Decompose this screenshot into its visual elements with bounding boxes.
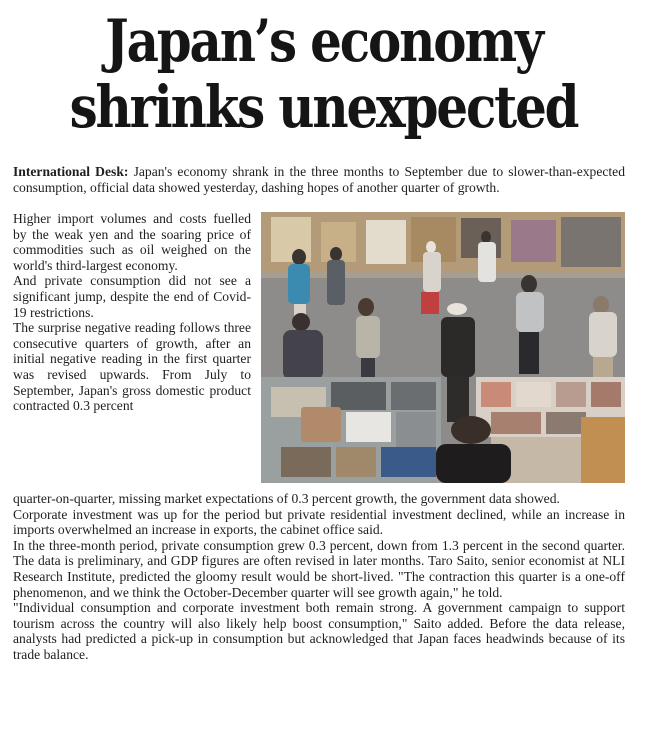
market-photo xyxy=(261,212,625,483)
photo-vendor-cap xyxy=(451,416,491,444)
paragraph-private-consumption: And private consumption did not see a significant jump, despite the end of Covid-19 restrictions. xyxy=(13,273,251,320)
headline xyxy=(45,8,601,140)
lead-paragraph xyxy=(13,164,625,195)
full-width-body xyxy=(13,491,625,663)
lead-text: Japan's economy shrank in the three months to September due to slower-than-expected consumption, official data showed yesterday, dashing hopes of another quarter of growth. xyxy=(13,164,625,195)
photo-vendor-body xyxy=(436,444,511,483)
headline-line-2: shrinks unexpected xyxy=(69,73,578,141)
dateline: International Desk: xyxy=(13,164,129,179)
paragraph-continuation: quarter-on-quarter, missing market expectations of 0.3 percent growth, the government data showed. xyxy=(13,491,560,506)
paragraph-imports: Higher import volumes and costs fuelled by the weak yen and the soaring price of commodities such as oil weighed on the world's third-largest economy. xyxy=(13,211,251,273)
paragraph-three-month-period: In the three-month period, private consumption grew 0.3 percent, down from 1.3 percent in the second quarter. The data is preliminary, and GDP figures are often revised in later months. Taro Saito, senior economist at NLI Research Institute, predicted the gloomy result would be short-lived. "The contraction this quarter is a one-off phenomenon, and we think the October-December quarter will see growth again," he told. xyxy=(13,537,625,600)
narrow-column xyxy=(13,211,251,414)
headline-line-1: Japan’s economy xyxy=(105,7,542,75)
paragraph-corporate-investment: Corporate investment was up for the period but private residential investment declined, while an increase in imports overwhelmed an increase in exports, the cabinet office said. xyxy=(13,506,625,538)
paragraph-individual-consumption: "Individual consumption and corporate investment both remain strong. A government campaign to support tourism across the country will also likely help boost consumption," Saito added. Before the data release, analysts had predicted a pick-up in consumption but acknowledged that Japan faces headwinds because of its trade balance. xyxy=(13,600,625,662)
market-photo-illustration xyxy=(261,212,625,483)
paragraph-surprise-reading: The surprise negative reading follows three consecutive quarters of growth, after an initial negative reading in the first quarter was revised upwards. From July to September, Japan's gross domestic product contracted 0.3 percent xyxy=(13,320,251,414)
